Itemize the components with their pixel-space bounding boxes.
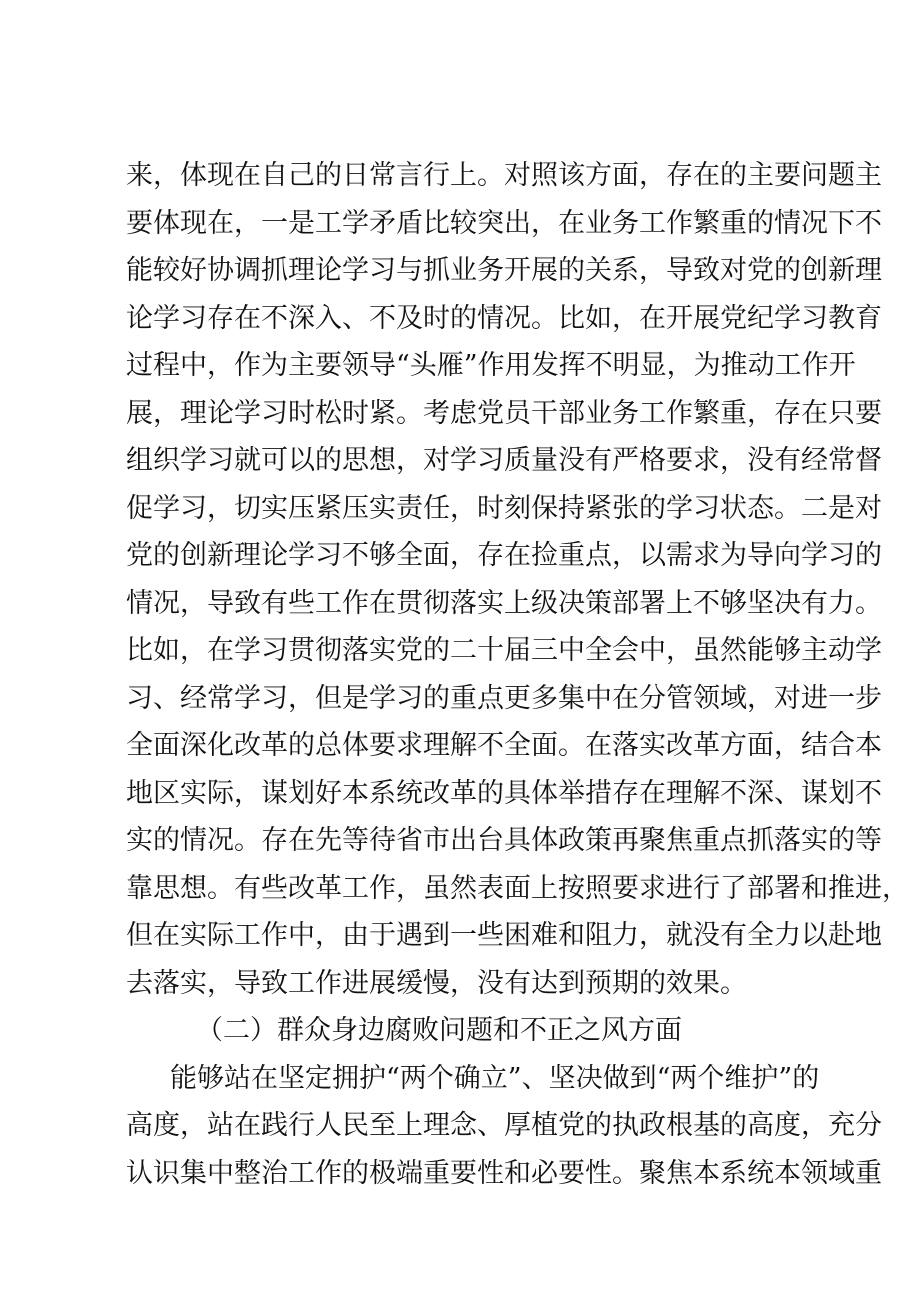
body-line: 但在实际工作中，由于遇到一些困难和阻力，就没有全力以赴地 — [126, 920, 882, 951]
body-line: 实的情况。存在先等待省市出台具体政策再聚焦重点抓落实的等 — [126, 825, 882, 856]
body-line: 论学习存在不深入、不及时的情况。比如，在开展党纪学习教育 — [126, 302, 882, 334]
body-line: 过程中，作为主要领导“头雁”作用发挥不明显，为推动工作开 — [126, 350, 856, 381]
body-line: 地区实际，谋划好本系统改革的具体举措存在理解不深、谋划不 — [126, 777, 882, 809]
body-line: 比如，在学习贯彻落实党的二十届三中全会中，虽然能够主动学 — [126, 635, 882, 666]
body-line: 去落实，导致工作进展缓慢，没有达到预期的效果。 — [126, 967, 747, 999]
body-line: 促学习，切实压紧压实责任，时刻保持紧张的学习状态。二是对 — [126, 492, 882, 524]
document-body — [126, 152, 909, 1197]
body-line: 党的创新理论学习不够全面，存在捡重点，以需求为导向学习的 — [126, 540, 882, 571]
body-line: 来，体现在自己的日常言行上。对照该方面，存在的主要问题主 — [126, 160, 882, 191]
body-line: 能较好协调抓理论学习与抓业务开展的关系，导致对党的创新理 — [126, 255, 882, 286]
body-line: 情况，导致有些工作在贯彻落实上级决策部署上不够坚决有力。 — [126, 587, 882, 619]
body-line: 习、经常学习，但是学习的重点更多集中在分管领域，对进一步 — [126, 682, 882, 714]
body-line: 能够站在坚定拥护“两个确立”、坚决做到“两个维护”的 — [170, 1062, 820, 1094]
section-heading: （二）群众身边腐败问题和不正之风方面 — [196, 1015, 682, 1046]
body-line: 组织学习就可以的思想，对学习质量没有严格要求，没有经常督 — [126, 445, 882, 476]
body-line: 靠思想。有些改革工作，虽然表面上按照要求进行了部署和推进， — [126, 872, 909, 904]
body-line: 认识集中整治工作的极端重要性和必要性。聚焦本系统本领域重 — [126, 1157, 882, 1189]
body-line: 全面深化改革的总体要求理解不全面。在落实改革方面，结合本 — [126, 730, 882, 761]
body-line: 要体现在，一是工学矛盾比较突出，在业务工作繁重的情况下不 — [126, 207, 882, 239]
body-line: 展，理论学习时松时紧。考虑党员干部业务工作繁重，存在只要 — [126, 397, 882, 429]
body-line: 高度，站在践行人民至上理念、厚植党的执政根基的高度，充分 — [126, 1110, 882, 1141]
